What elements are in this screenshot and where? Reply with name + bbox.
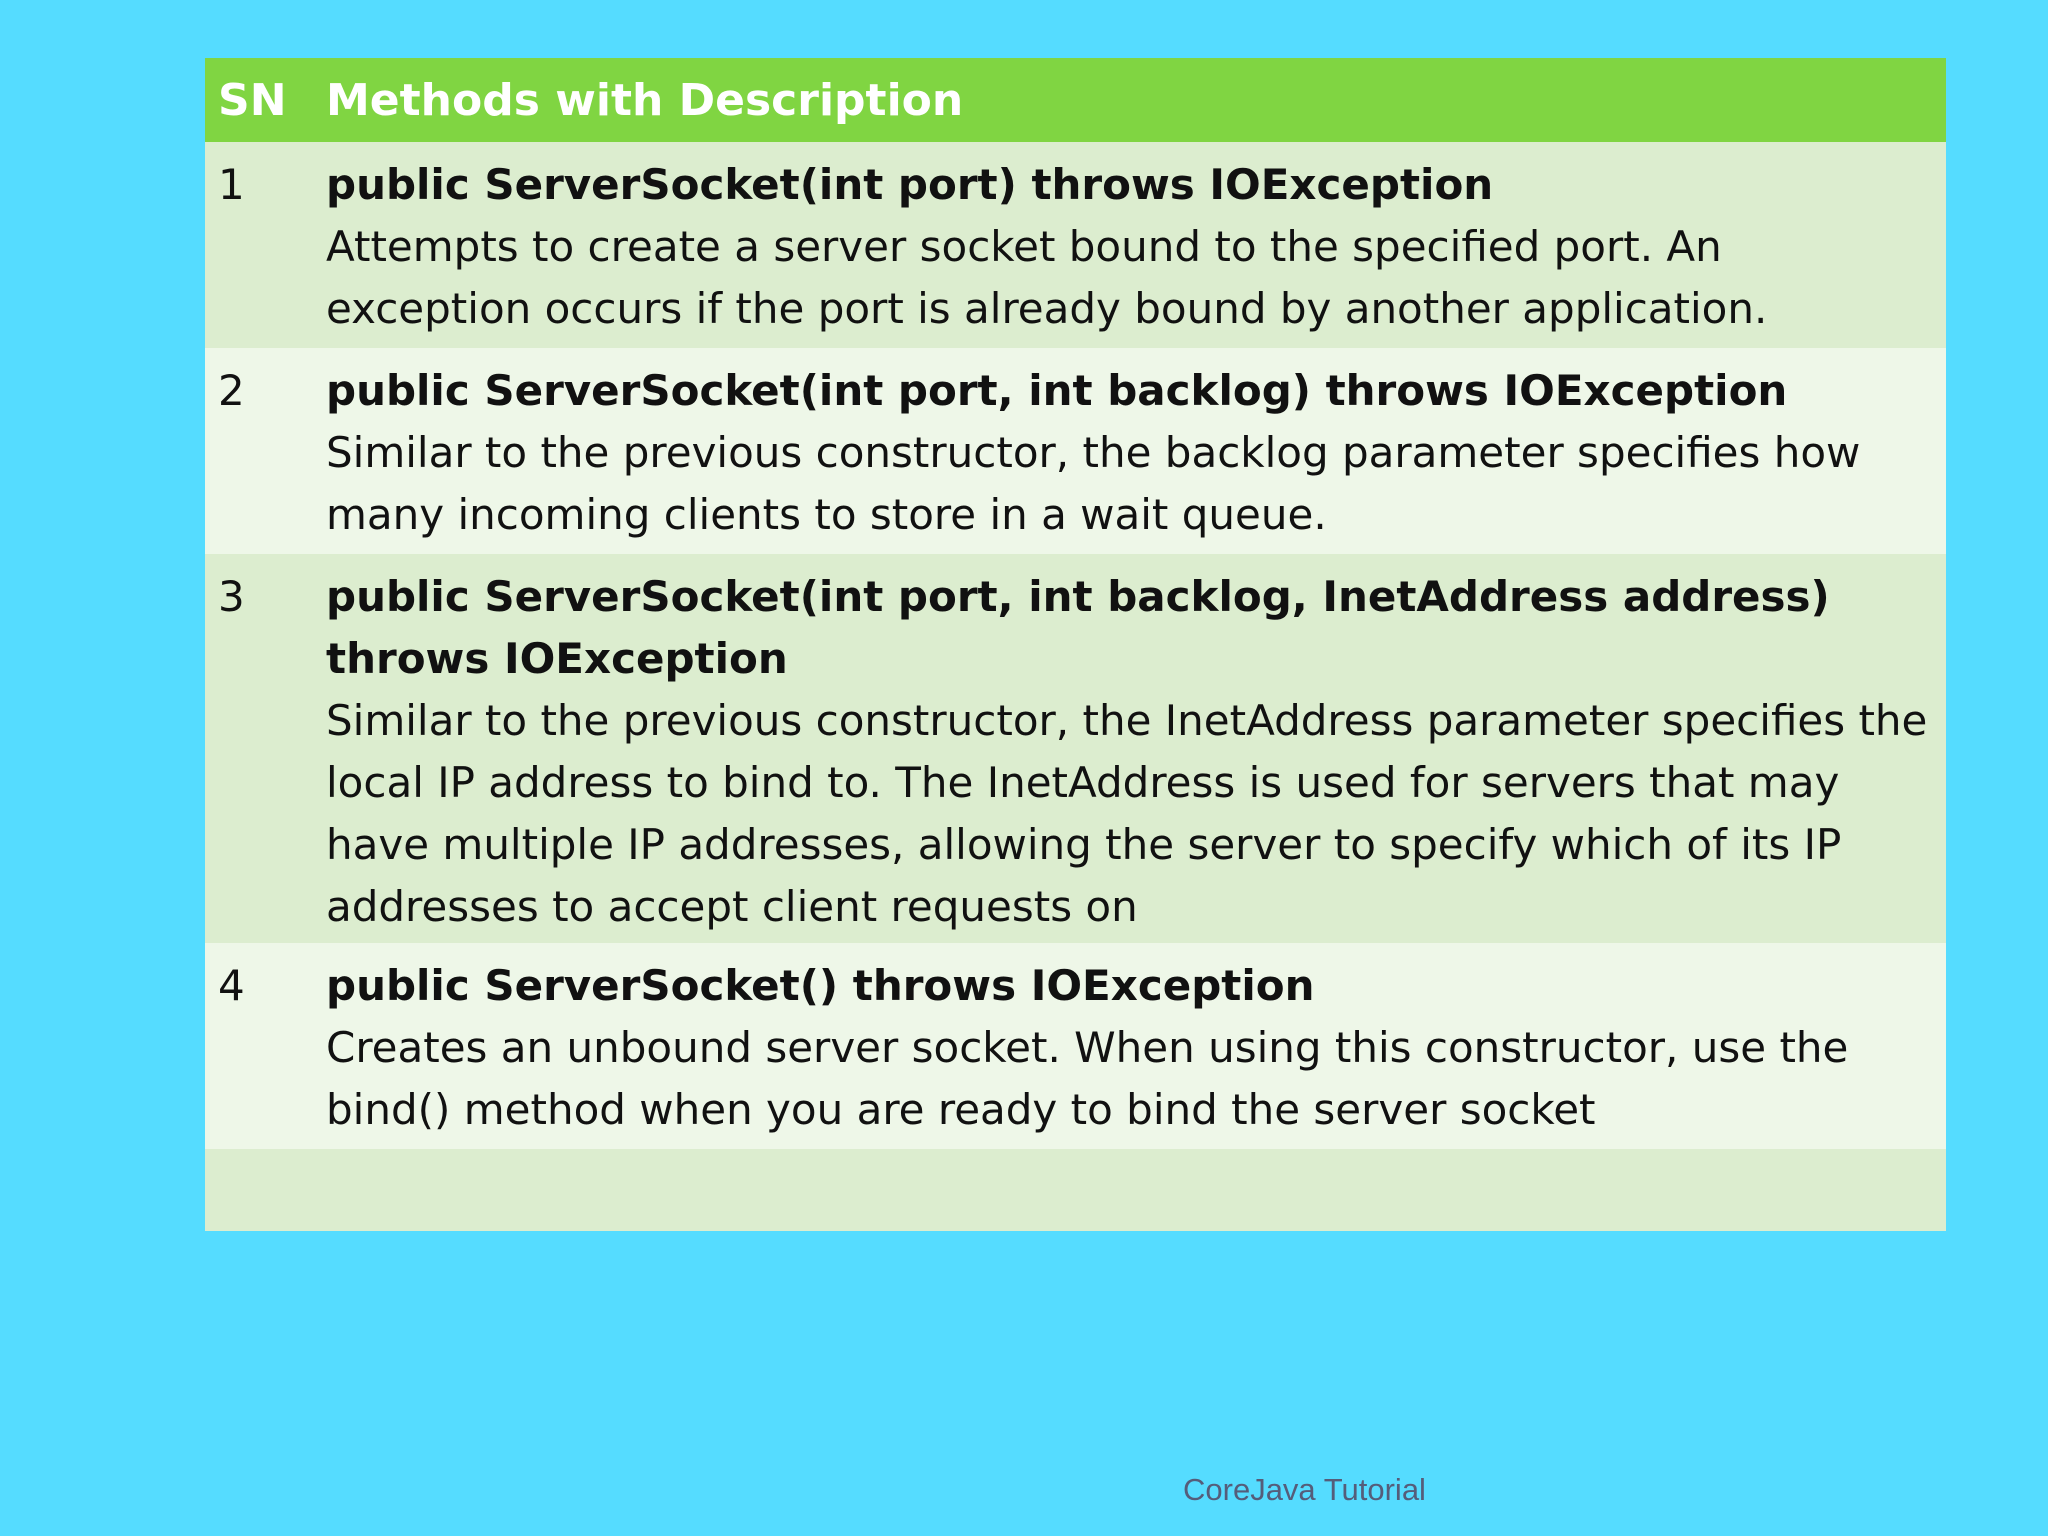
table-empty-row — [205, 1149, 1946, 1231]
table-row — [205, 554, 1946, 943]
method-description: Attempts to create a server socket bound to the specified port. An exception occurs if the port is already bound by another application. — [326, 222, 1768, 333]
method-description: Creates an unbound server socket. When using this constructor, use the bind() method when you are ready to bind the server socket — [326, 1023, 1849, 1134]
row-content — [326, 566, 1946, 938]
row-content — [326, 955, 1946, 1141]
header-description: Methods with Description — [326, 74, 964, 126]
method-description: Similar to the previous constructor, the InetAddress parameter specifies the local IP address to bind to. The InetAddress is used for servers that may have multiple IP addresses, allowing the server to specify which of its IP addresses to accept client requests on — [326, 696, 1928, 931]
method-description: Similar to the previous constructor, the backlog parameter specifies how many incoming clients to store in a wait queue. — [326, 428, 1861, 539]
method-signature: public ServerSocket(int port, int backlog) throws IOException — [326, 366, 1788, 415]
table-row — [205, 943, 1946, 1149]
methods-table — [205, 58, 1946, 1231]
table-row — [205, 348, 1946, 554]
footer-text: CoreJava Tutorial — [1183, 1472, 1426, 1507]
method-signature: public ServerSocket() throws IOException — [326, 961, 1315, 1010]
method-signature: public ServerSocket(int port) throws IOException — [326, 160, 1494, 209]
row-sn: 3 — [218, 572, 245, 621]
row-sn: 2 — [218, 366, 245, 415]
table-header-row — [205, 58, 1946, 142]
header-sn: SN — [218, 74, 287, 126]
row-content — [326, 360, 1946, 546]
table-row — [205, 142, 1946, 348]
row-content — [326, 154, 1946, 340]
row-sn: 1 — [218, 160, 245, 209]
row-sn: 4 — [218, 961, 245, 1010]
method-signature: public ServerSocket(int port, int backlog, InetAddress address) throws IOException — [326, 572, 1830, 683]
